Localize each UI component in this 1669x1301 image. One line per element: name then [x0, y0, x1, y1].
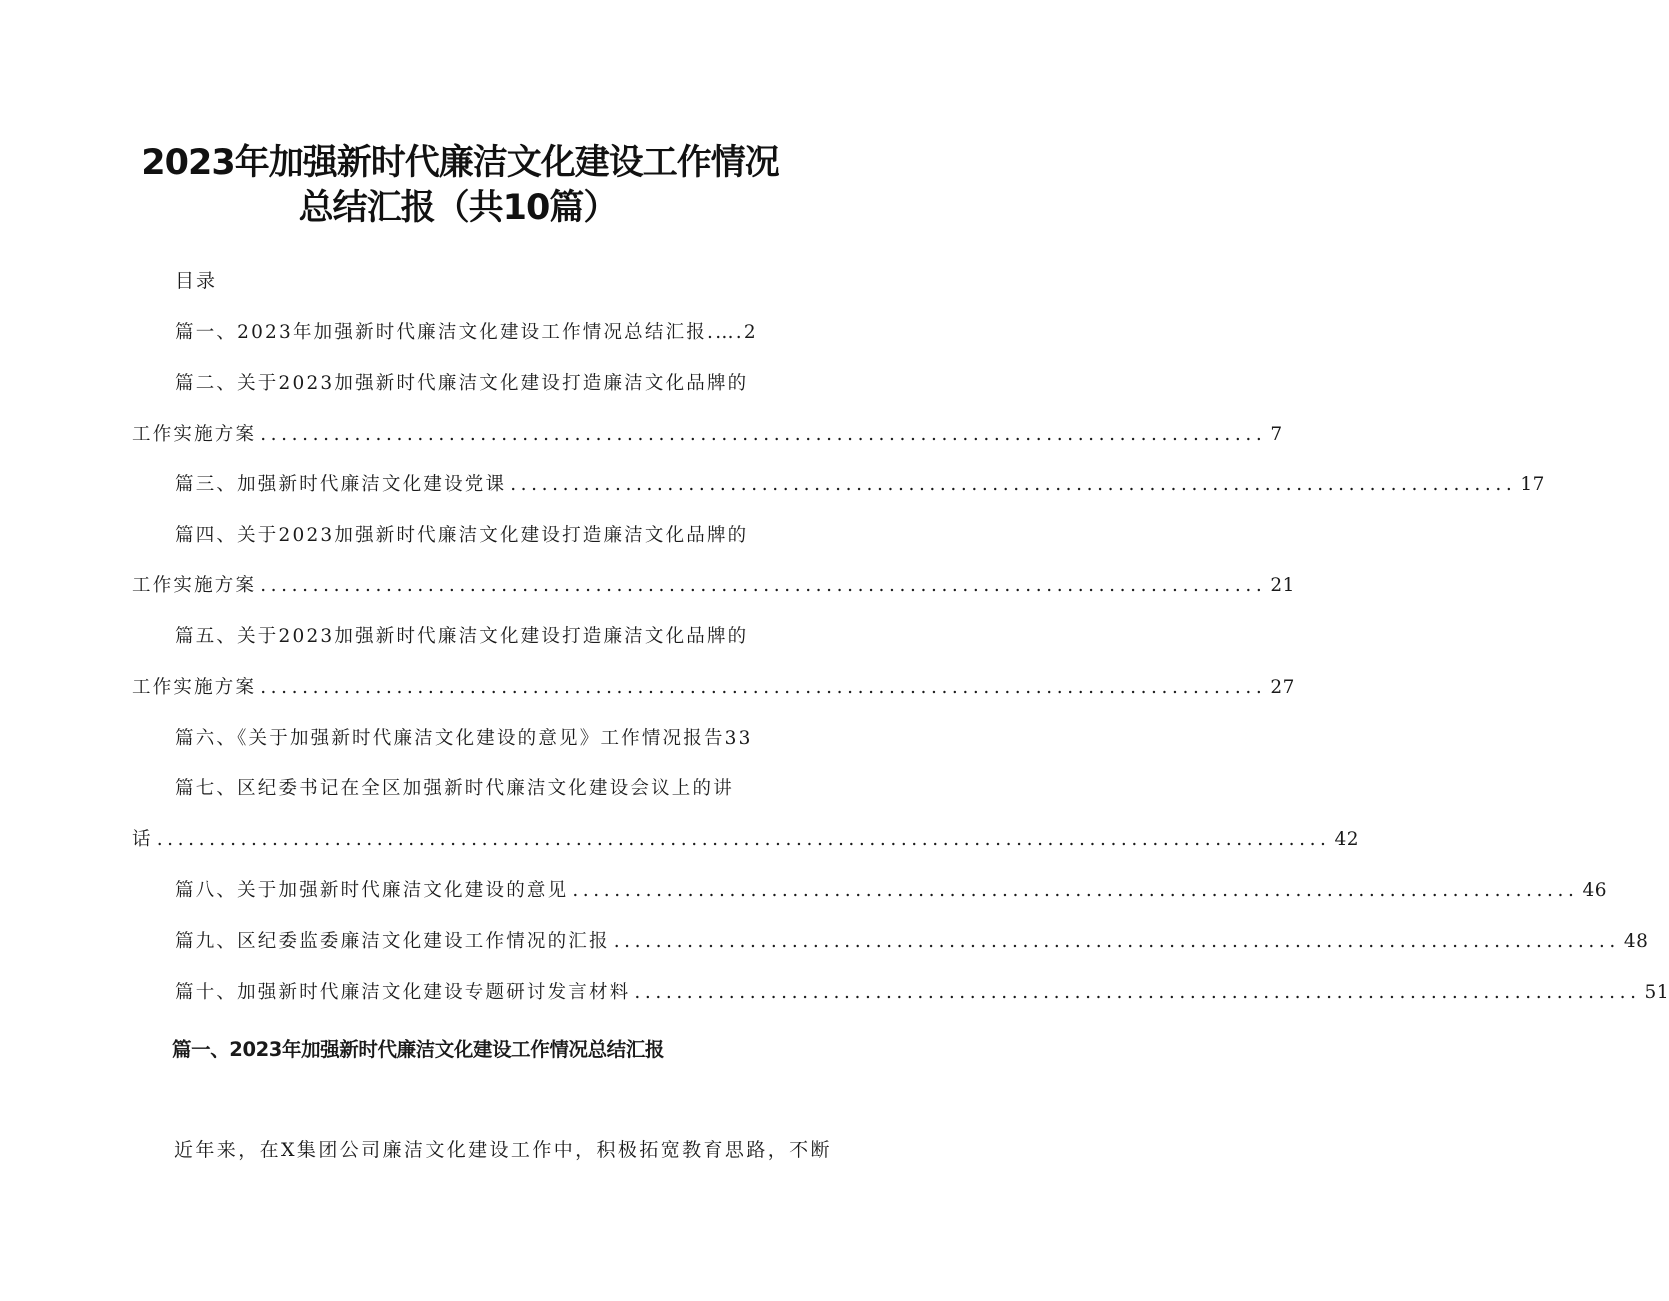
- toc-entry-1[interactable]: [175, 320, 758, 346]
- toc-entry-5-line-1[interactable]: 篇五、关于2023加强新时代廉洁文化建设打造廉洁文化品牌的: [175, 626, 749, 647]
- toc-entry-7-page: 42: [1334, 829, 1360, 850]
- dot-leader: ................................................................................................: [634, 982, 1641, 1003]
- toc-entry-10-text: 篇十、加强新时代廉洁文化建设专题研讨发言材料: [175, 982, 631, 1003]
- toc-entry-5-line-2[interactable]: [132, 675, 1295, 701]
- toc-entry-6-page: 33: [724, 728, 753, 749]
- toc-entry-5-text: 工作实施方案: [132, 677, 257, 698]
- toc-entry-10-page: 51: [1644, 982, 1669, 1003]
- toc-entry-6[interactable]: [175, 726, 753, 752]
- document-title-line-2: 总结汇报（共10篇）: [298, 188, 618, 228]
- toc-entry-6-text: 篇六、《关于加强新时代廉洁文化建设的意见》工作情况报告: [175, 728, 725, 749]
- toc-entry-9-text: 篇九、区纪委监委廉洁文化建设工作情况的汇报: [175, 931, 610, 952]
- toc-entry-7-line-2[interactable]: [132, 827, 1360, 853]
- toc-entry-3-text: 篇三、加强新时代廉洁文化建设党课: [175, 474, 507, 495]
- dot-leader: ................................................................................................................: [156, 829, 1331, 850]
- dot-leader: ................................................................................................: [510, 474, 1517, 495]
- toc-entry-2-line-1[interactable]: 篇二、关于2023加强新时代廉洁文化建设打造廉洁文化品牌的: [175, 373, 749, 394]
- dot-leader: ................................................................................................: [613, 931, 1620, 952]
- toc-entry-2-page: 7: [1270, 424, 1283, 445]
- toc-entry-2-line-2[interactable]: [132, 422, 1283, 448]
- toc-entry-1-page: .2: [735, 322, 758, 343]
- body-paragraph: 近年来，在X集团公司廉洁文化建设工作中，积极拓宽教育思路，不断: [174, 1139, 832, 1161]
- toc-entry-9-page: 48: [1623, 931, 1649, 952]
- toc-entry-8-text: 篇八、关于加强新时代廉洁文化建设的意见: [175, 880, 569, 901]
- toc-entry-8[interactable]: [175, 878, 1607, 904]
- dot-leader: ................................................................................................: [260, 424, 1267, 445]
- toc-entry-4-line-2[interactable]: [132, 573, 1295, 599]
- toc-entry-7-line-1[interactable]: 篇七、区纪委书记在全区加强新时代廉洁文化建设会议上的讲: [175, 778, 734, 799]
- toc-entry-10[interactable]: [175, 980, 1669, 1006]
- toc-entry-4-page: 21: [1270, 575, 1295, 596]
- toc-heading: 目录: [175, 270, 218, 292]
- toc-entry-4-line-1[interactable]: 篇四、关于2023加强新时代廉洁文化建设打造廉洁文化品牌的: [175, 525, 749, 546]
- toc-entry-2-text: 工作实施方案: [132, 424, 257, 445]
- toc-entry-3[interactable]: [175, 472, 1545, 498]
- dot-leader: ................................................................................................: [572, 880, 1579, 901]
- toc-entry-9[interactable]: [175, 929, 1649, 955]
- toc-entry-5-page: 27: [1270, 677, 1295, 698]
- toc-entry-8-page: 46: [1582, 880, 1607, 901]
- toc-entry-3-page: 17: [1520, 474, 1545, 495]
- dot-leader: ................................................................................................: [260, 677, 1267, 698]
- document-title-line-1: 2023年加强新时代廉洁文化建设工作情况: [141, 143, 779, 183]
- toc-entry-7-text: 话: [132, 829, 153, 850]
- toc-entry-4-text: 工作实施方案: [132, 575, 257, 596]
- dot-leader: ................................................................................................: [260, 575, 1267, 596]
- toc-entry-1-text: 篇一、2023年加强新时代廉洁文化建设工作情况总结汇报.…: [175, 322, 736, 343]
- section-heading: 篇一、2023年加强新时代廉洁文化建设工作情况总结汇报: [172, 1038, 664, 1061]
